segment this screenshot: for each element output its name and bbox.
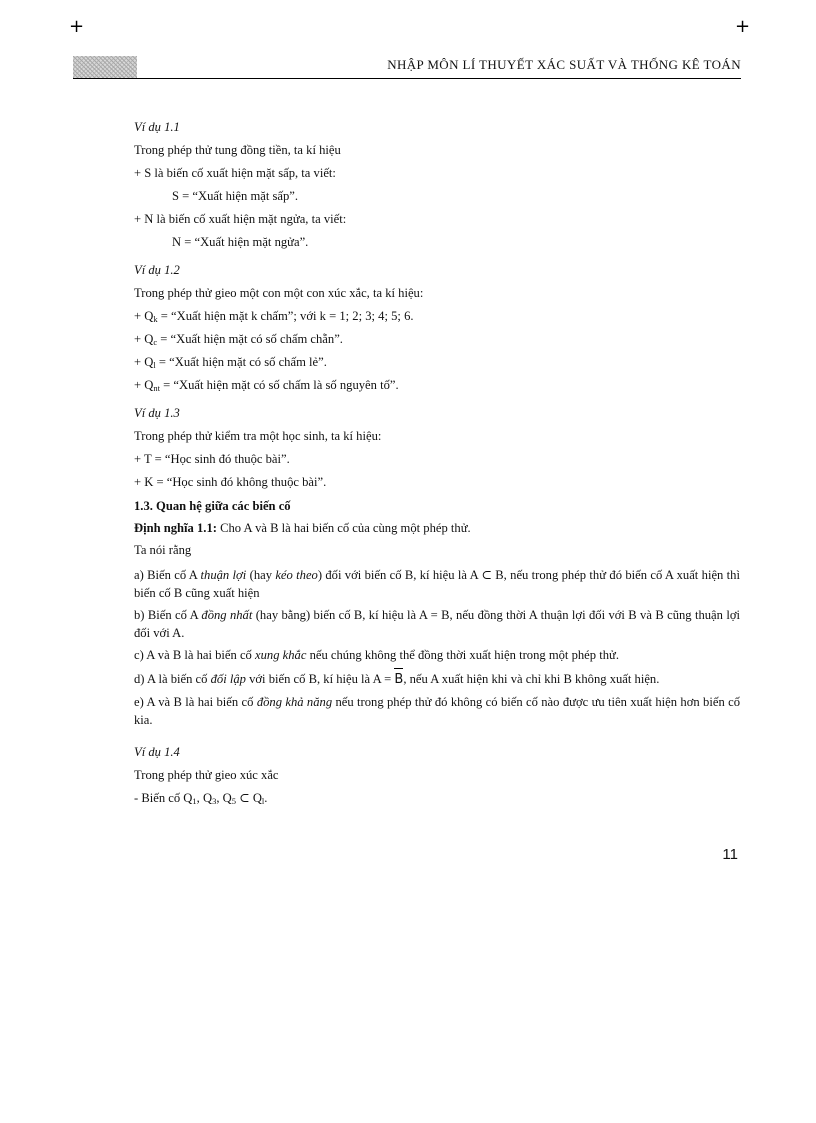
crop-mark-left: + [69,16,85,37]
example-1-2-qnt: + $Q_{nt}$ = “Xuất hiện mặt có số chấm là số nguyên tố”. [134,378,399,393]
running-header [73,56,741,79]
section-1-3-title: 1.3. Quan hệ giữa các biến cố [134,499,291,513]
example-1-2-qc: + $Q_c$ = “Xuất hiện mặt có số chấm chẵn”. [134,332,343,347]
example-1-3-t-line: + T = “Học sinh đó thuộc bài”. [134,452,290,466]
example-1-1-heading: Ví dụ 1.1 [134,120,180,134]
page-body [134,116,740,810]
definition-item-e: e) A và B là hai biến cố đồng khả năng nếu trong phép thử đó không có biến cố nào được ưu tiên xuất hiện hơn biến cố kia. [134,695,740,727]
example-1-1-intro: Trong phép thử tung đồng tiền, ta kí hiệu [134,143,341,157]
example-1-4-intro: Trong phép thử gieo xúc xắc [134,768,279,782]
b-complement-symbol: B [394,668,403,689]
example-1-3-heading: Ví dụ 1.3 [134,406,180,420]
we-say-line: Ta nói rằng [134,543,192,557]
page-number: 11 [722,846,738,863]
example-1-2-intro: Trong phép thử gieo một con một con xúc xắc, ta kí hiệu: [134,286,424,300]
example-1-1-s-def: S = “Xuất hiện mặt sấp”. [172,189,299,203]
example-1-3-k-line: + K = “Học sinh đó không thuộc bài”. [134,475,327,489]
example-1-3-intro: Trong phép thử kiểm tra một học sinh, ta kí hiệu: [134,429,382,443]
example-1-4-line: - Biến cố $Q_1$, $Q_3$, $Q_5$ ⊂ $Q_l$. [134,791,268,806]
example-1-2-heading: Ví dụ 1.2 [134,263,180,277]
example-1-2-ql: + $Q_l$ = “Xuất hiện mặt có số chấm lẻ”. [134,355,327,370]
crop-mark-right: + [735,16,751,37]
example-1-1-s-line: + S là biến cố xuất hiện mặt sấp, ta viết: [134,166,336,180]
example-1-1-n-def: N = “Xuất hiện mặt ngửa”. [172,235,309,249]
header-title: NHẬP MÔN LÍ THUYẾT XÁC SUẤT VÀ THỐNG KÊ TOÁN [387,57,741,72]
header-pattern-block [73,56,137,78]
definition-item-a: a) Biến cố A thuận lợi (hay kéo theo) đối với biến cố B, kí hiệu là A ⊂ B, nếu trong phép thử đó biến cố A xuất hiện thì biến cố B cũng xuất hiện [134,568,740,600]
definition-item-d: d) A là biến cố đối lập với biến cố B, kí hiệu là A = B, nếu A xuất hiện khi và chỉ khi B không xuất hiện. [134,668,740,689]
definition-1-1: Định nghĩa 1.1: Cho A và B là hai biến cố của cùng một phép thử. [134,521,471,535]
example-1-4-heading: Ví dụ 1.4 [134,745,180,759]
definition-label: Định nghĩa 1.1: [134,521,217,535]
definition-item-b: b) Biến cố A đồng nhất (hay bằng) biến cố B, kí hiệu là A = B, nếu đồng thời A thuận lợi đối với B và B cũng thuận lợi đối với A. [134,608,740,640]
example-1-1-n-line: + N là biến cố xuất hiện mặt ngửa, ta viết: [134,212,347,226]
example-1-2-qk: + $Q_k$ = “Xuất hiện mặt k chấm”; với k = 1; 2; 3; 4; 5; 6. [134,309,414,324]
definition-item-c: c) A và B là hai biến cố xung khắc nếu chúng không thể đồng thời xuất hiện trong một phép thử. [134,648,619,662]
